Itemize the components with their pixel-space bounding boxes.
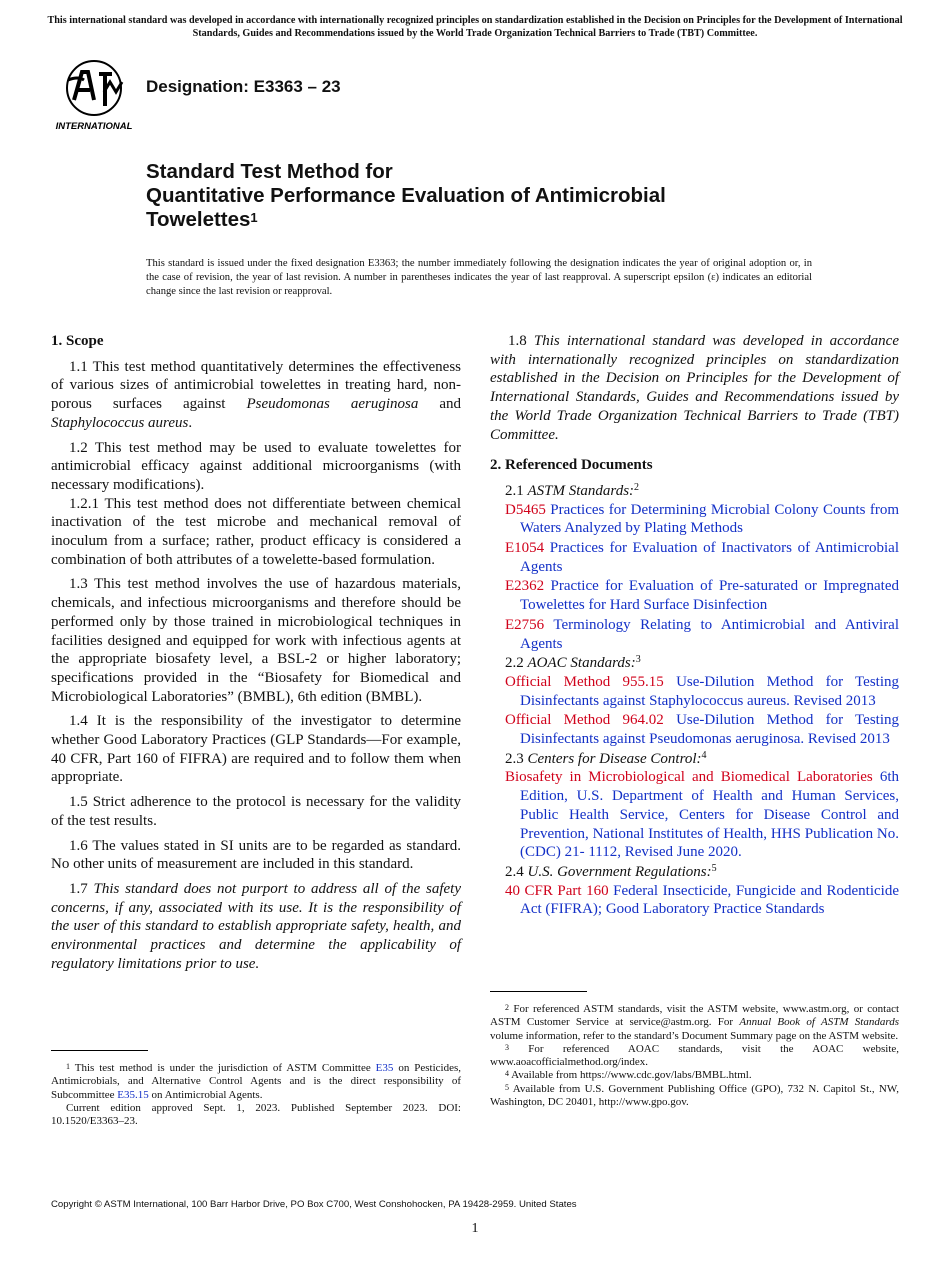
footnote-3: $^3$ For referenced AOAC standards, visit the AOAC website, www.aoacofficialmethod.org/index. [490,1042,900,1069]
title-line-1: Standard Test Method for [146,160,393,183]
paragraph-1-3: 1.3 This test method involves the use of hazardous materials, chemicals, and infectious microorganisms and therefore should be performed only by those trained in microbiological techniques in facilities designed and equipped for work with infectious agents at the appropriate biosafety level, a BSL-2 or higher laboratory; specifications provided in the “Biosafety for Biomedical and Microbiological Laboratories” (BMBL), 6th edition (BMBL). [51,576,461,705]
footnote-divider-left [51,1050,148,1051]
reference-item[interactable] [490,616,899,653]
issuance-statement: This standard is issued under the fixed designation E3363; the number immediately following the designation indicates the year of original adoption or, in the case of revision, the year of last revision. A number in parentheses indicates the year of last reapproval. A superscript epsilon (ε) indicates an editorial change since the last revision or reapproval. [146,258,812,297]
reference-title-link[interactable]: Use-Dilution Method for Testing Disinfectants against Pseudomonas aeruginosa. Revised 2013 [520,712,899,748]
reference-code-link[interactable]: E2362 [505,578,545,595]
reference-code-link[interactable]: 40 CFR Part 160 [505,882,609,899]
paragraph-1-5: 1.5 Strict adherence to the protocol is necessary for the validity of the test results. [51,794,461,829]
footnote-5: $^5$ Available from U.S. Government Publishing Office (GPO), 732 N. Capitol St., NW, Washington, DC 20401, http://www.gpo.gov. [490,1082,899,1109]
subsection-gov-regulations: 2.4 U.S. Government Regulations:$^5$ [505,862,717,880]
paragraph-1-1: 1.1 This test method quantitatively determines the effectiveness of various sizes of antimicrobial towelettes in treating hard, non-porous surfaces against Pseudomonas aeruginosa and Staphylococcus aureus. [51,358,461,431]
footnote-4: $^4$ Available from https://www.cdc.gov/labs/BMBL.html. [505,1069,752,1082]
paragraph-1-8: 1.8 This international standard was developed in accordance with internationally recognized principles on standardization established in the Decision on Principles for the Development of International Standards, Guides and Recommendations issued by the World Trade Organization Technical Barriers to Trade (TBT) Committee. [490,333,900,443]
paragraph-1-2-1: 1.2.1 This test method does not differentiate between chemical inactivation of the test microbe and mechanical removal of inoculum from a surface; rather, product efficacy is considered a combination of both attributes of a towelette-based formulation. [51,495,461,568]
subcommittee-link[interactable]: E35.15 [117,1088,149,1101]
footnote-divider-right [490,991,587,992]
reference-item[interactable] [490,882,899,919]
section-heading-referenced-documents: 2. Referenced Documents [490,457,653,474]
reference-code-link[interactable]: Official Method 964.02 [505,712,664,729]
subsection-aoac-standards: 2.2 AOAC Standards:$^3$ [505,654,641,672]
aoac-reference-list [490,673,899,749]
footnote-1: $^1$ This test method is under the jurisdiction of ASTM Committee E35 on Pesticides, Antimicrobials, and Alternative Control Agents and is the direct responsibility of Subcommittee E35.15 on Antimicrobial Agents. [51,1062,461,1101]
reference-title-link[interactable]: Practice for Evaluation of Pre-saturated or Impregnated Towelettes for Hard Surface Disinfection [520,578,899,614]
cdc-reference-list [490,768,899,862]
reference-title-link[interactable]: Federal Insecticide, Fungicide and Rodenticide Act (FIFRA); Good Laboratory Practice Standards [520,882,900,918]
title-line-3: Towelettes$^1$ [146,208,258,231]
paragraph-1-6: 1.6 The values stated in SI units are to be regarded as standard. No other units of measurement are included in this standard. [51,837,461,873]
logo-subtext: INTERNATIONAL [55,121,133,132]
paragraph-1-7: 1.7 This standard does not purport to address all of the safety concerns, if any, associated with its use. It is the responsibility of the user of this standard to establish appropriate safety, health, and environmental practices and determine the applicability of regulatory limitations prior to use. [51,880,462,972]
gov-reference-list [490,882,899,919]
reference-item[interactable] [490,768,899,862]
document-title [146,160,666,232]
reference-item[interactable] [490,501,899,538]
page-number: 1 [471,1221,479,1236]
reference-title-link[interactable]: 6th Edition, U.S. Department of Health and Human Services, Public Health Service, Centers for Disease Control and Prevention, National Institutes of Health, HHS Publication No. (CDC) 21- 1112, Revised June 2020. [520,769,900,861]
footnotes-right [490,1003,899,1109]
left-column [51,332,461,980]
reference-code-link[interactable]: E2756 [505,616,545,633]
right-column [490,332,899,920]
footnotes-left [51,1062,461,1128]
reference-code-link[interactable]: Official Method 955.15 [505,673,664,690]
reference-item[interactable] [490,673,899,710]
reference-code-link[interactable]: D5465 [505,501,546,518]
footnote-2: $^2$ For referenced ASTM standards, visit the ASTM website, www.astm.org, or contact ASTM Customer Service at service@astm.org. For Annual Book of ASTM Standards volume information, refer to the standard’s Document Summary page on the ASTM website. [490,1003,900,1042]
reference-code-link[interactable]: E1054 [505,540,545,557]
astm-logo [54,58,134,132]
reference-title-link[interactable]: Practices for Evaluation of Inactivators of Antimicrobial Agents [520,540,899,575]
section-heading-scope: 1. Scope [51,333,104,349]
reference-item[interactable] [490,539,899,576]
title-line-2: Quantitative Performance Evaluation of Antimicrobial [146,184,666,207]
reference-item[interactable] [490,711,899,748]
designation: Designation: E3363 – 23 [146,77,341,96]
reference-code-link[interactable]: Biosafety in Microbiological and Biomedical Laboratories [505,769,873,786]
paragraph-1-4: 1.4 It is the responsibility of the investigator to determine whether Good Laboratory Practices (GLP Standards—For example, 40 CFR, Part 160 of FIFRA) are required and to follow them when appropriate. [51,713,461,786]
paragraph-1-2: 1.2 This test method may be used to evaluate towelettes for antimicrobial efficacy against additional microorganisms (with necessary modifications). [51,439,461,493]
footnote-1-edition: Current edition approved Sept. 1, 2023. Published September 2023. DOI: 10.1520/E3363–23. [51,1101,461,1128]
committee-link[interactable]: E35 [375,1062,394,1074]
subsection-astm-standards: 2.1 ASTM Standards:$^2$ [505,481,640,499]
reference-title-link[interactable]: Practices for Determining Microbial Colony Counts from Waters Analyzed by Plating Methods [520,501,899,537]
astm-logo-icon [54,58,134,132]
title-footnote-mark[interactable]: 1 [250,210,258,225]
reference-item[interactable] [490,577,899,614]
top-notice: This international standard was developed in accordance with internationally recognized principles on standardization established in the Decision on Principles for the Development of International Standards, Guides and Recommendations issued by the World Trade Organization Technical Barriers to Trade (TBT) Committee. [47,15,903,39]
astm-reference-list [490,501,899,654]
copyright: Copyright © ASTM International, 100 Barr Harbor Drive, PO Box C700, West Conshohocken, PA 19428-2959. United States [51,1199,577,1210]
reference-title-link[interactable]: Use-Dilution Method for Testing Disinfectants against Staphylococcus aureus. Revised 2013 [520,673,899,709]
reference-title-link[interactable]: Terminology Relating to Antimicrobial and Antiviral Agents [520,616,899,652]
subsection-cdc: 2.3 Centers for Disease Control:$^4$ [505,749,707,767]
